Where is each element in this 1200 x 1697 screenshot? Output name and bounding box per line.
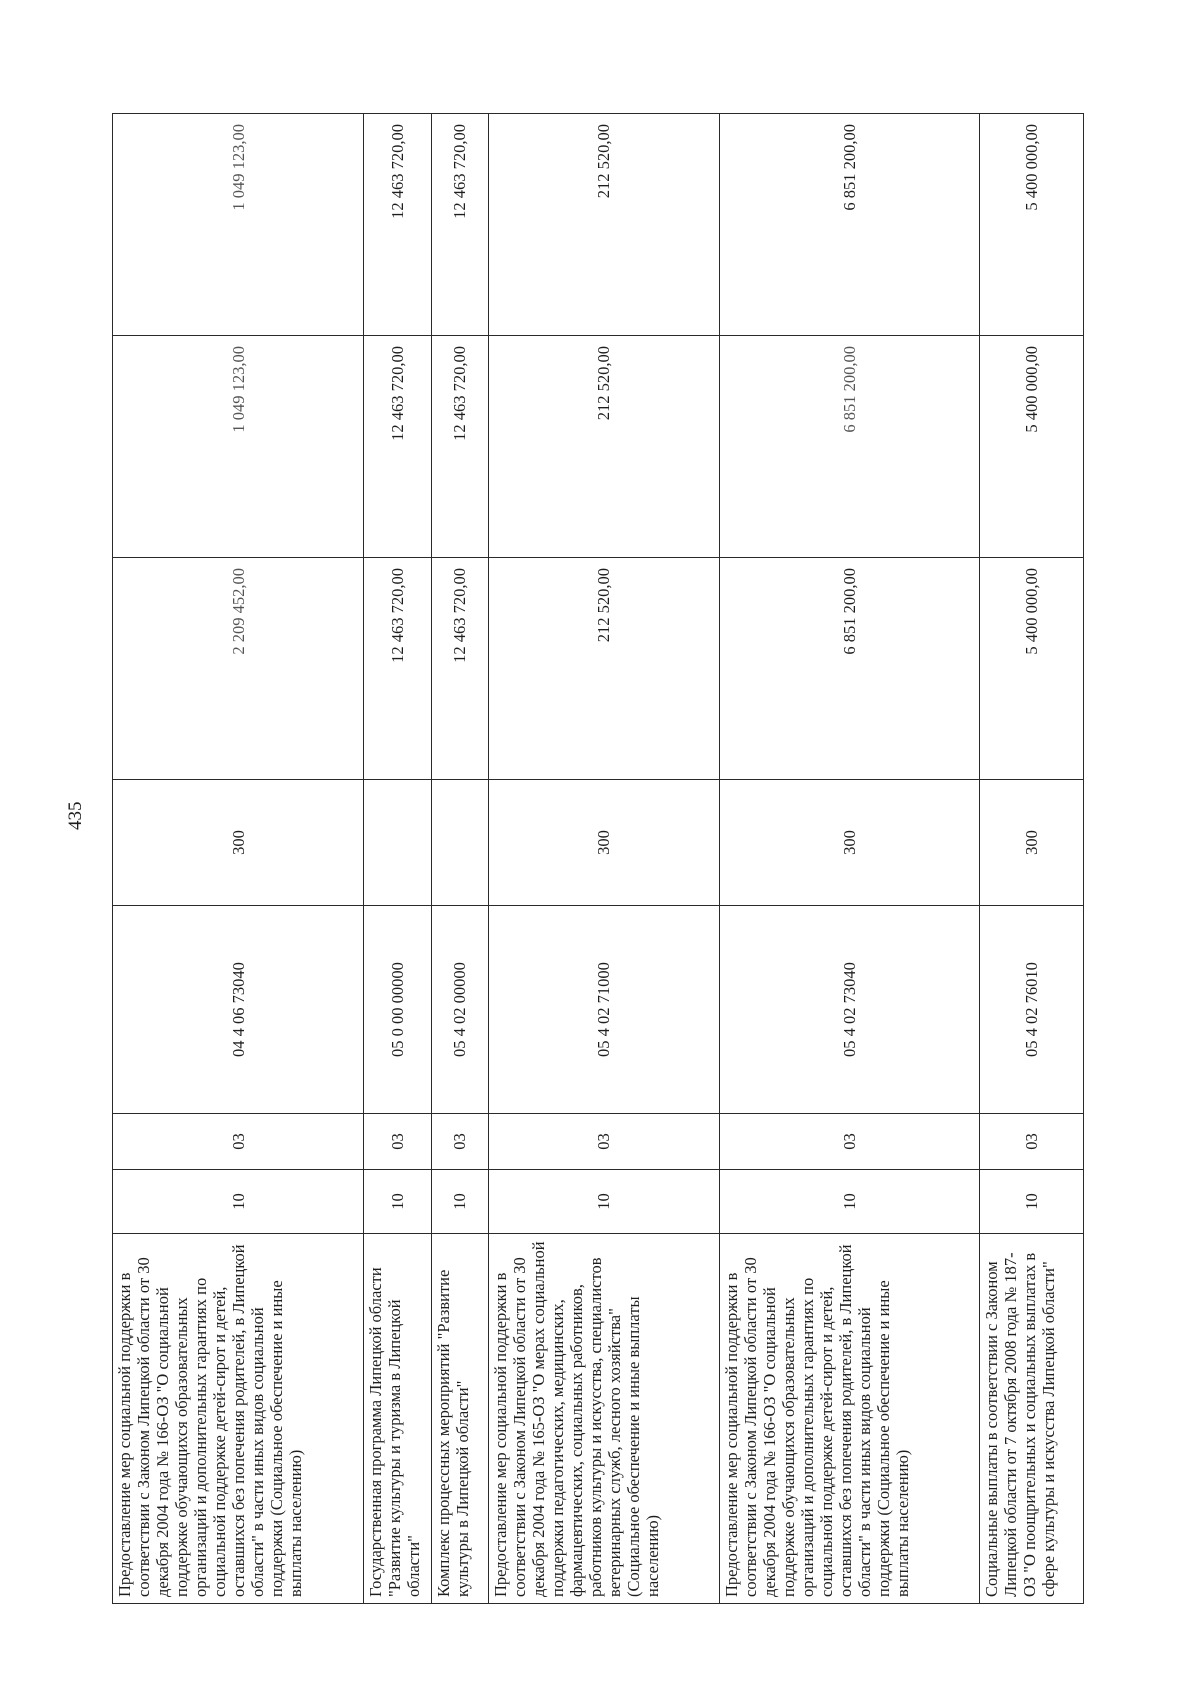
- amount-year-1: 6 851 200,00: [720, 558, 980, 780]
- row-description: Комплекс процессных мероприятий "Развитие культуры в Липецкой области": [432, 1234, 488, 1604]
- subsection-code: 03: [980, 1114, 1084, 1170]
- row-description: Предоставление мер социальной поддержки в соответствии с Законом Липецкой области от 30 декабря 2004 года № 166-ОЗ "О социальной поддержке обучающихся образовательных организаций и дополнительных гарантиях по социальной поддержке детей-сирот и детей, оставшихся без попечения родителей, в Липецкой области" в части иных видов социальной поддержки (Социальное обеспечение и иные выплаты населению): [720, 1234, 980, 1604]
- subsection-code: 03: [720, 1114, 980, 1170]
- subsection-code: 03: [488, 1114, 720, 1170]
- subsection-code: 03: [113, 1114, 364, 1170]
- amount-year-1: 12 463 720,00: [432, 558, 488, 780]
- expense-type-code: 300: [720, 780, 980, 906]
- expense-type-code: [432, 780, 488, 906]
- amount-year-1: 212 520,00: [488, 558, 720, 780]
- amount-year-3: 5 400 000,00: [980, 114, 1084, 336]
- target-article-code: 05 4 02 71000: [488, 906, 720, 1114]
- amount-year-2: 6 851 200,00: [720, 336, 980, 558]
- section-code: 10: [980, 1170, 1084, 1234]
- amount-year-3: 1 049 123,00: [113, 114, 364, 336]
- amount-year-1: 5 400 000,00: [980, 558, 1084, 780]
- row-description: Предоставление мер социальной поддержки в соответствии с Законом Липецкой области от 30 декабря 2004 года № 165-ОЗ "О мерах социальной поддержки педагогических, медицинских, фармацевтических, социальных работников, работников культуры и искусства, специалистов ветеринарных служб, лесного хозяйства" (Социальное обеспечение и иные выплаты населению): [488, 1234, 720, 1604]
- target-article-code: 05 0 00 00000: [364, 906, 432, 1114]
- section-code: 10: [432, 1170, 488, 1234]
- expense-type-code: [364, 780, 432, 906]
- amount-year-2: 12 463 720,00: [432, 336, 488, 558]
- amount-year-2: 212 520,00: [488, 336, 720, 558]
- amount-year-2: 12 463 720,00: [364, 336, 432, 558]
- budget-table-container: [112, 114, 1084, 1604]
- amount-year-1: 12 463 720,00: [364, 558, 432, 780]
- section-code: 10: [720, 1170, 980, 1234]
- target-article-code: 05 4 02 76010: [980, 906, 1084, 1114]
- table-row: [364, 114, 432, 1604]
- expense-type-code: 300: [488, 780, 720, 906]
- budget-table: [112, 113, 1084, 1604]
- amount-year-2: 1 049 123,00: [113, 336, 364, 558]
- section-code: 10: [488, 1170, 720, 1234]
- table-row: [113, 114, 364, 1604]
- amount-year-2: 5 400 000,00: [980, 336, 1084, 558]
- target-article-code: 04 4 06 73040: [113, 906, 364, 1114]
- amount-year-3: 12 463 720,00: [364, 114, 432, 336]
- page-number: 435: [65, 801, 86, 830]
- row-description: Государственная программа Липецкой области "Развитие культуры и туризма в Липецкой области": [364, 1234, 432, 1604]
- target-article-code: 05 4 02 00000: [432, 906, 488, 1114]
- amount-year-3: 6 851 200,00: [720, 114, 980, 336]
- table-row: [432, 114, 488, 1604]
- target-article-code: 05 4 02 73040: [720, 906, 980, 1114]
- section-code: 10: [113, 1170, 364, 1234]
- amount-year-3: 12 463 720,00: [432, 114, 488, 336]
- section-code: 10: [364, 1170, 432, 1234]
- subsection-code: 03: [432, 1114, 488, 1170]
- amount-year-3: 212 520,00: [488, 114, 720, 336]
- row-description: Предоставление мер социальной поддержки в соответствии с Законом Липецкой области от 30 декабря 2004 года № 166-ОЗ "О социальной поддержке обучающихся образовательных организаций и дополнительных гарантиях по социальной поддержке детей-сирот и детей, оставшихся без попечения родителей, в Липецкой области" в части иных видов социальной поддержки (Социальное обеспечение и иные выплаты населению): [113, 1234, 364, 1604]
- table-row: [980, 114, 1084, 1604]
- table-row: [720, 114, 980, 1604]
- subsection-code: 03: [364, 1114, 432, 1170]
- row-description: Социальные выплаты в соответствии с Законом Липецкой области от 7 октября 2008 года № 187-ОЗ "О поощрительных и социальных выплатах в сфере культуры и искусства Липецкой области": [980, 1234, 1084, 1604]
- table-row: [488, 114, 720, 1604]
- expense-type-code: 300: [980, 780, 1084, 906]
- expense-type-code: 300: [113, 780, 364, 906]
- amount-year-1: 2 209 452,00: [113, 558, 364, 780]
